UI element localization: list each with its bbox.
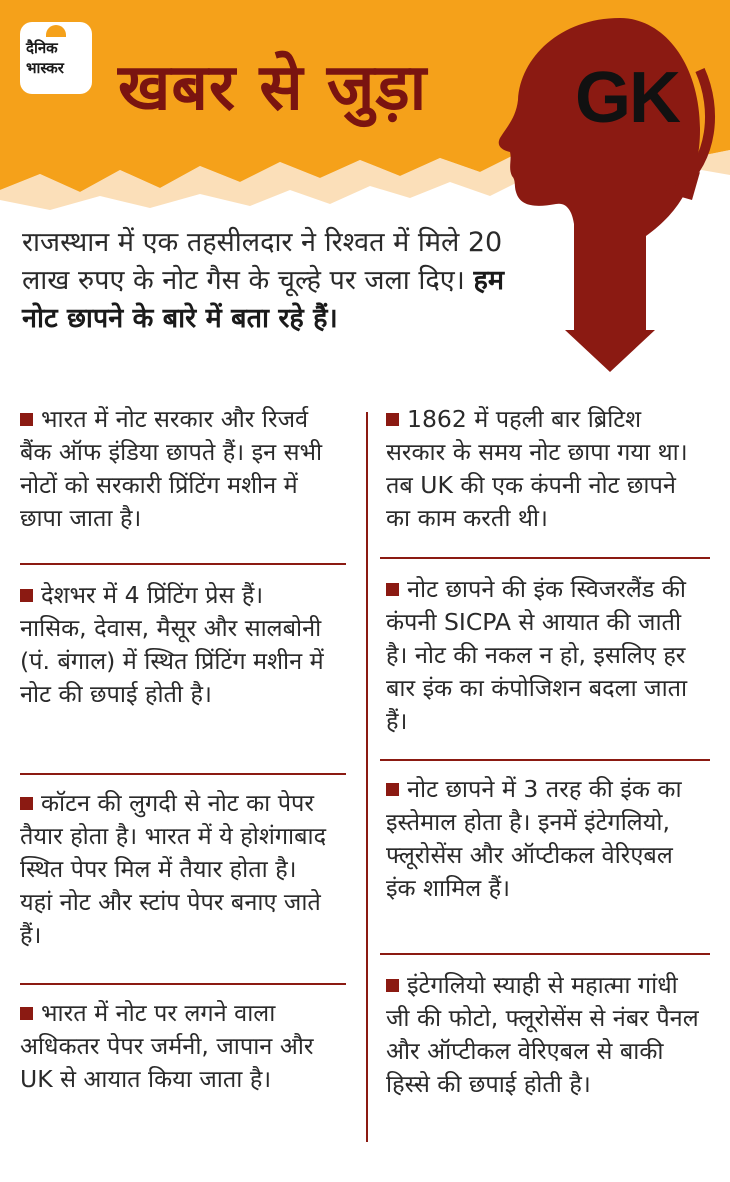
list-item bbox=[386, 969, 706, 1101]
bullet-square-icon bbox=[386, 413, 399, 426]
item-text: भारत में नोट सरकार और रिजर्व बैंक ऑफ इंडिया छापते हैं। इन सभी नोटों को सरकारी प्रिंटिंग मशीन में छापा जाता है। bbox=[20, 405, 323, 532]
list-item bbox=[20, 997, 320, 1096]
divider bbox=[380, 759, 710, 761]
list-item bbox=[20, 403, 330, 535]
item-text: इंटेगलियो स्याही से महात्मा गांधी जी की फोटो, फ्लूरोसेंस से नंबर पैनल और ऑप्टीकल वेरिएबल से बाकी हिस्से की छपाई होती है। bbox=[386, 971, 699, 1098]
sun-icon bbox=[46, 25, 66, 37]
bullet-square-icon bbox=[20, 589, 33, 602]
logo-line-1: दैनिक bbox=[26, 39, 58, 57]
divider bbox=[380, 557, 710, 559]
dainik-bhaskar-logo bbox=[20, 22, 92, 94]
logo-line-2: भास्कर bbox=[26, 59, 64, 77]
item-text: देशभर में 4 प्रिंटिंग प्रेस हैं। नासिक, देवास, मैसूर और सालबोनी (पं. बंगाल) में स्थित प्रिंटिंग मशीन में नोट की छपाई होती है। bbox=[20, 581, 324, 708]
item-text: कॉटन की लुगदी से नोट का पेपर तैयार होता है। भारत में ये होशंगाबाद स्थित पेपर मिल में तैयार होता है। यहां नोट और स्टांप पेपर बनाए जाते हैं। bbox=[20, 789, 327, 949]
bullet-square-icon bbox=[20, 797, 33, 810]
list-item bbox=[20, 579, 330, 711]
bullet-square-icon bbox=[20, 1007, 33, 1020]
bullet-square-icon bbox=[20, 413, 33, 426]
item-text: 1862 में पहली बार ब्रिटिश सरकार के समय नोट छापा गया था। तब UK की एक कंपनी नोट छापने का काम करती थी। bbox=[386, 405, 688, 532]
divider bbox=[20, 773, 346, 775]
list-item bbox=[386, 403, 706, 535]
divider bbox=[20, 563, 346, 565]
list-item bbox=[20, 787, 330, 952]
gk-badge: GK bbox=[575, 58, 679, 138]
item-text: नोट छापने में 3 तरह की इंक का इस्तेमाल होता है। इनमें इंटेगलियो, फ्लूरोसेंस और ऑप्टीकल वेरिएबल इंक शामिल हैं। bbox=[386, 775, 682, 902]
bullet-square-icon bbox=[386, 783, 399, 796]
divider bbox=[380, 953, 710, 955]
header-banner bbox=[0, 0, 730, 210]
list-item bbox=[386, 773, 686, 905]
column-divider bbox=[366, 412, 368, 1142]
intro-text: राजस्थान में एक तहसीलदार ने रिश्वत में मिले 20 लाख रुपए के नोट गैस के चूल्हे पर जला दिए। bbox=[22, 227, 503, 296]
divider bbox=[20, 983, 346, 985]
bullet-square-icon bbox=[386, 979, 399, 992]
bullet-square-icon bbox=[386, 583, 399, 596]
item-text: भारत में नोट पर लगने वाला अधिकतर पेपर जर्मनी, जापान और UK से आयात किया जाता है। bbox=[20, 999, 314, 1093]
intro-paragraph bbox=[22, 224, 542, 338]
list-item bbox=[386, 573, 706, 738]
page-title: खबर से जुड़ा bbox=[118, 51, 428, 125]
intro-bold: हम नोट छापने के बारे में बता रहे हैं। bbox=[22, 265, 504, 334]
item-text: नोट छापने की इंक स्विजरलैंड की कंपनी SICPA से आयात की जाती है। नोट की नकल न हो, इसलिए हर बार इंक का कंपोजिशन बदला जाता हैं। bbox=[386, 575, 688, 735]
